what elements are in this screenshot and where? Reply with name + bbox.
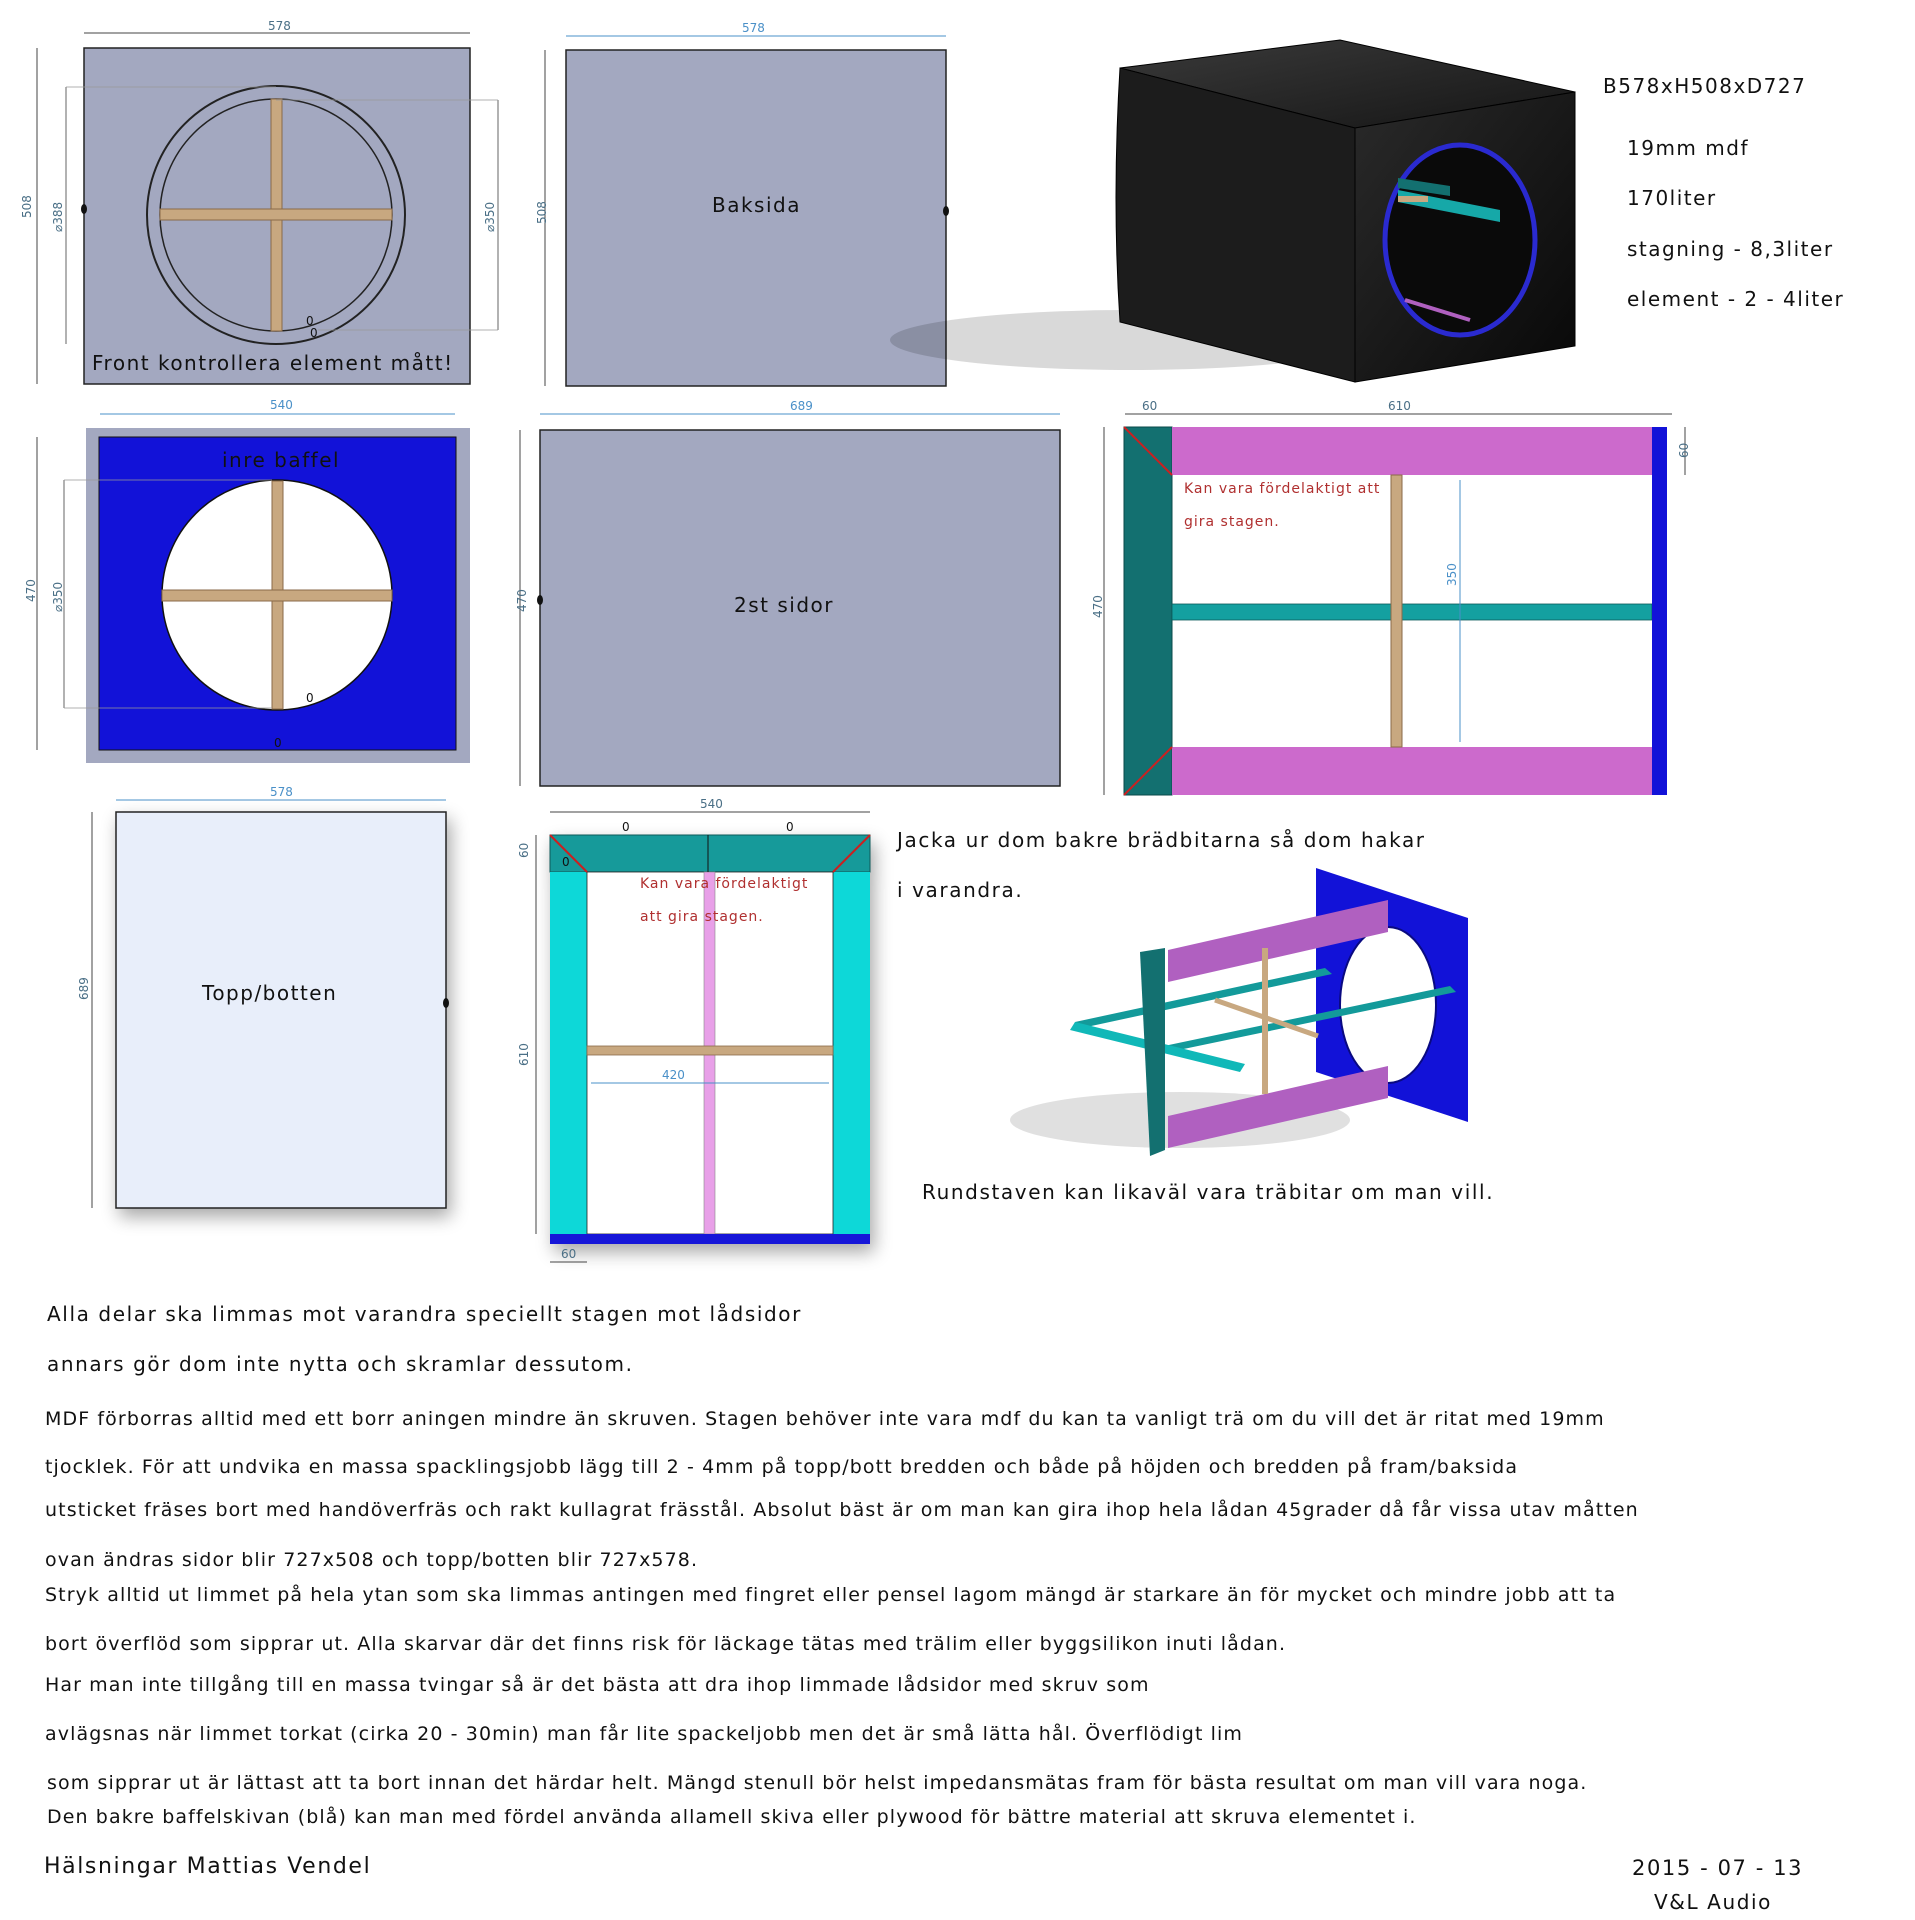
front-marker-b: 0 [310, 326, 318, 340]
frame-dim-inner: 350 [1445, 563, 1459, 586]
frame-note-line2: gira stagen. [1184, 514, 1280, 530]
inner-baffle [24, 398, 470, 763]
back-dim-height: 508 [535, 201, 549, 224]
date: 2015 - 07 - 13 [1632, 1856, 1804, 1880]
front-dowel-horizontal [160, 209, 392, 220]
top-frame [517, 797, 870, 1262]
topframe-dim-width: 540 [700, 797, 723, 811]
front-marker-a: 0 [306, 314, 314, 328]
back-panel [535, 21, 949, 386]
instruction-line: Alla delar ska limmas mot varandra speciellt stagen mot lådsidor [47, 1302, 802, 1326]
instruction-line: Har man inte tillgång till en massa tvingar så är det bästa att dra ihop limmade lådsidor med skruv som [45, 1674, 1150, 1696]
frame-assembly-render-icon [1010, 868, 1468, 1156]
front-dim-inner-dia: ⌀350 [483, 201, 497, 232]
frame-note-line1: Kan vara fördelaktigt att [1184, 481, 1381, 497]
back-label: Baksida [712, 193, 801, 217]
instruction-line: tjocklek. För att undvika en massa spacklingsjobb lägg till 2 - 4mm på topp/bott bredden och både på höjden och bredden på fram/baksida [45, 1456, 1519, 1478]
front-dim-width: 578 [268, 19, 291, 33]
baffle-label: inre baffel [222, 448, 341, 472]
instruction-line: annars gör dom inte nytta och skramlar dessutom. [47, 1352, 634, 1376]
topframe-marker-c: 0 [562, 855, 570, 869]
topframe-dim-bottom: 60 [561, 1247, 577, 1261]
topframe-dim-height: 610 [517, 1043, 531, 1066]
top-bottom-panel [77, 785, 449, 1208]
topframe-marker-b: 0 [786, 820, 794, 834]
box-port [1385, 145, 1535, 335]
front-label: Front kontrollera element mått! [92, 351, 454, 375]
front-dim-height: 508 [20, 195, 34, 218]
frame-dim-right: 60 [1677, 442, 1691, 458]
frame-dim-span: 610 [1388, 399, 1411, 413]
instruction-line: Den bakre baffelskivan (blå) kan man med fördel använda allamell skiva eller plywood för bättre material att skruva elementet i. [47, 1806, 1417, 1828]
assembly-note-2: i varandra. [897, 878, 1024, 902]
assembly-note-3: Rundstaven kan likaväl vara träbitar om man vill. [922, 1180, 1495, 1204]
assembly-note-1: Jacka ur dom bakre brädbitarna så dom hakar [897, 828, 1426, 852]
side-panels [515, 399, 1060, 786]
instruction-line: som sipprar ut är lättast att ta bort innan det härdar helt. Mängd stenull bör helst impedansmätas fram för bästa resultat om man vill vara noga. [47, 1772, 1588, 1794]
baffle-dim-dia: ⌀350 [51, 581, 65, 612]
spec-volume: 170liter [1627, 186, 1717, 210]
topframe-dim-top: 60 [517, 842, 531, 858]
frame-dim-left: 60 [1142, 399, 1158, 413]
side-dim-width: 689 [790, 399, 813, 413]
side-dim-height: 470 [515, 589, 529, 612]
side-label: 2st sidor [734, 593, 834, 617]
top-dim-width: 578 [270, 785, 293, 799]
topframe-dim-inner: 420 [662, 1068, 685, 1082]
topframe-note-line1: Kan vara fördelaktigt [640, 876, 809, 892]
instruction-line: Stryk alltid ut limmet på hela ytan som ska limmas antingen med fingret eller pensel lagom mängd är starkare än för mycket och mindre jobb att ta [45, 1584, 1617, 1606]
instruction-line: MDF förborras alltid med ett borr aningen mindre än skruven. Stagen behöver inte vara mdf du kan ta vanligt trä om du vill det är ritat med 19mm [45, 1408, 1605, 1430]
spec-material: 19mm mdf [1627, 136, 1749, 160]
spec-dimensions: B578xH508xD727 [1603, 74, 1807, 98]
baffle-dim-width: 540 [270, 398, 293, 412]
instruction-line: bort överflöd som sipprar ut. Alla skarvar där det finns risk för läckage tätas med trälim eller byggsilikon inuti lådan. [45, 1633, 1287, 1655]
front-dim-outer-dia: ⌀388 [51, 201, 65, 232]
speaker-box-render-icon [890, 40, 1575, 382]
back-dim-width: 578 [742, 21, 765, 35]
baffle-dim-height: 470 [24, 579, 38, 602]
instruction-line: utsticket fräses bort med handöverfräs och rakt kullagrat frässtål. Absolut bäst är om man kan gira ihop hela lådan 45grader då får vissa utav måtten [45, 1499, 1639, 1521]
instruction-line: ovan ändras sidor blir 727x508 och topp/botten blir 727x578. [45, 1549, 699, 1571]
baffle-marker-a: 0 [306, 691, 314, 705]
spec-bracing: stagning - 8,3liter [1627, 237, 1834, 261]
baffle-marker-b: 0 [274, 736, 282, 750]
topframe-marker-a: 0 [622, 820, 630, 834]
signature: Hälsningar Mattias Vendel [44, 1854, 372, 1879]
front-panel [20, 19, 498, 384]
frame-dim-height: 470 [1091, 595, 1105, 618]
company-name: V&L Audio [1654, 1890, 1773, 1914]
top-label: Topp/botten [202, 981, 338, 1005]
spec-element: element - 2 - 4liter [1627, 287, 1845, 311]
side-frame [1091, 399, 1691, 795]
topframe-note-line2: att gira stagen. [640, 909, 764, 925]
top-dim-height: 689 [77, 977, 91, 1000]
instruction-line: avlägsnas när limmet torkat (cirka 20 - 30min) man får lite spackeljobb men det är små lätta hål. Överflödigt lim [45, 1723, 1243, 1745]
